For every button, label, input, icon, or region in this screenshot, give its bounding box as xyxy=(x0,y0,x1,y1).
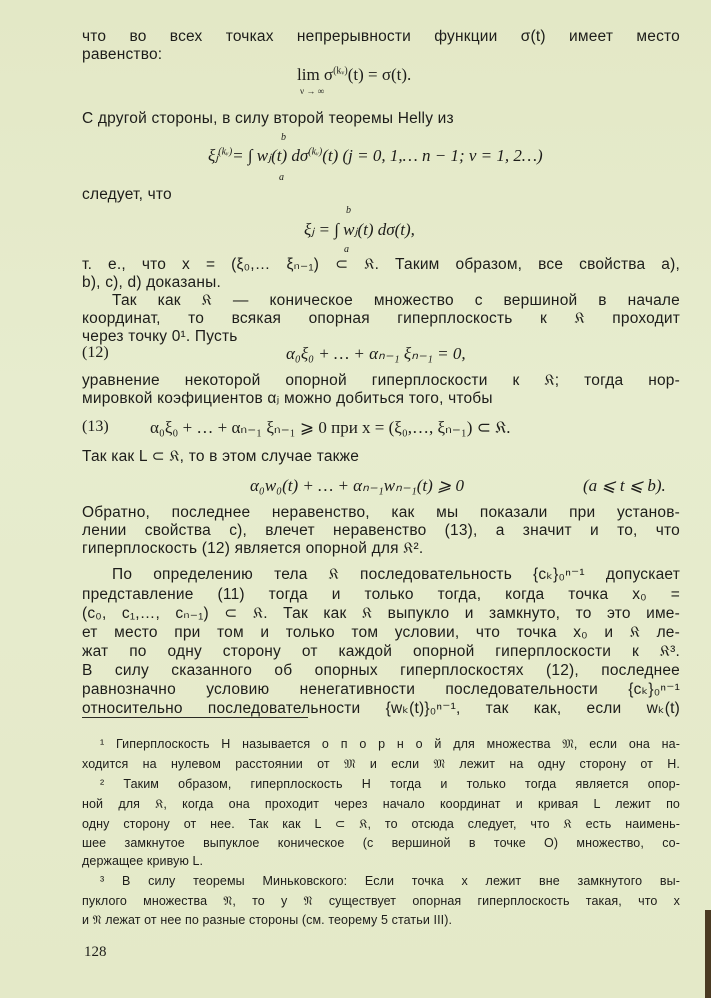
body-line: жат по одну сторону от каждой опорной гиперплоскости к 𝔎³. xyxy=(82,643,680,660)
equation-helly xyxy=(208,146,543,166)
footnote-3-line: и 𝔑 лежат от нее по разные стороны (см. теорему 5 статьи III). xyxy=(82,913,453,927)
footnote-2-line: одну сторону от нее. Так как L ⊂ 𝔎, то отсюда следует, что 𝔎 есть наимень- xyxy=(82,817,680,831)
integral-upper-limit: b xyxy=(281,132,286,143)
limit-subscript: ν → ∞ xyxy=(300,86,324,96)
helly-body: = ∫ wⱼ(t) dσ xyxy=(232,146,309,165)
body-line: (c₀, c₁,…, cₙ₋₁) ⊂ 𝔎. Так как 𝔎 выпукло и замкнуто, то это име- xyxy=(82,605,680,622)
body-line: что во всех точках непрерывности функции σ(t) имеет место xyxy=(82,28,680,45)
body-line: ет место при том и только том условии, что точка x₀ и 𝔎 ле- xyxy=(82,624,680,641)
body-line: С другой стороны, в силу второй теоремы Helly из xyxy=(82,110,454,127)
footnote-3-line: ³ В силу теоремы Миньковского: Если точка x лежит вне замкнутого вы- xyxy=(100,874,680,888)
body-line: через точку 0¹. Пусть xyxy=(82,328,238,345)
body-line: гиперплоскость (12) является опорной для 𝔎². xyxy=(82,540,424,557)
integral-upper-limit: b xyxy=(346,205,351,216)
limit-lhs: lim σ xyxy=(297,65,334,84)
equation-13: α₀ξ₀ + … + αₙ₋₁ ξₙ₋₁ ⩾ 0 при x = (ξ₀,…, ξₙ₋₁) ⊂ 𝔎. xyxy=(150,418,511,437)
inequality-range: (a ⩽ t ⩽ b). xyxy=(583,476,666,495)
footnote-1-line: ¹ Гиперплоскость H называется о п о р н о й для множества 𝔐, если она на- xyxy=(100,737,680,751)
helly-tail: (t) (j = 0, 1,… n − 1; ν = 1, 2…) xyxy=(322,146,543,165)
inequality: α₀w₀(t) + … + αₙ₋₁wₙ₋₁(t) ⩾ 0 xyxy=(250,476,465,495)
body-line: мировкой коэфициентов αⱼ можно добиться того, чтобы xyxy=(82,390,493,407)
integral-lower-limit: a xyxy=(279,172,284,183)
integral-lower-limit: a xyxy=(344,244,349,255)
body-line: представление (11) тогда и только тогда, когда точка x₀ = xyxy=(82,586,680,603)
footnote-separator xyxy=(82,717,308,718)
body-line: По определению тела 𝔎 последовательность {cₖ}₀ⁿ⁻¹ допускает xyxy=(112,566,680,583)
body-line: лении свойства c), влечет неравенство (13), а значит и то, что xyxy=(82,522,680,539)
body-line: Так как L ⊂ 𝔎, то в этом случае также xyxy=(82,448,360,465)
body-line: относительно последовательности {wₖ(t)}₀ⁿ⁻¹, так как, если wₖ(t) xyxy=(82,700,680,717)
body-line: равенство: xyxy=(82,46,163,63)
body-line: равнозначно условию ненегативности последовательности {cₖ}₀ⁿ⁻¹ xyxy=(82,681,680,698)
page-number: 128 xyxy=(84,944,107,960)
footnote-2-line: шее замкнутое выпуклое коническое (с вершиной в точке O) множество, со- xyxy=(82,836,680,850)
limit-sup: (kᵥ) xyxy=(333,65,348,77)
body-line: т. е., что x = (ξ₀,… ξₙ₋₁) ⊂ 𝔎. Таким образом, все свойства a), xyxy=(82,256,680,273)
helly-lhs-sup: (kᵥ) xyxy=(218,146,233,158)
helly-body-sup: (kᵥ) xyxy=(308,146,323,158)
equation-number: (12) xyxy=(82,344,109,361)
equation-12: α₀ξ₀ + … + αₙ₋₁ ξₙ₋₁ = 0, xyxy=(286,344,466,363)
equation-limit xyxy=(297,65,411,85)
limit-rhs: (t) = σ(t). xyxy=(347,65,412,84)
footnote-3-line: пуклого множества 𝔑, то у 𝔑 существует опорная гиперплоскость такая, что x xyxy=(82,894,680,908)
body-line: b), c), d) доказаны. xyxy=(82,274,221,291)
footnote-1-line: ходится на нулевом расстоянии от 𝔐 и если 𝔐 лежит на одну сторону от H. xyxy=(82,757,680,771)
body-line: Обратно, последнее неравенство, как мы показали при установ- xyxy=(82,504,680,521)
equation-xi-integral: ξⱼ = ∫ wⱼ(t) dσ(t), xyxy=(304,220,415,239)
body-line: Так как 𝔎 — коническое множество с вершиной в начале xyxy=(112,292,680,309)
equation-number: (13) xyxy=(82,418,109,435)
book-edge xyxy=(705,910,711,998)
footnote-2-line: держащее кривую L. xyxy=(82,854,204,868)
body-line: следует, что xyxy=(82,186,172,203)
footnote-2-line: ной для 𝔎, когда она проходит через начало координат и кривая L лежит по xyxy=(82,797,680,811)
body-line: координат, то всякая опорная гиперплоскость к 𝔎 проходит xyxy=(82,310,680,327)
footnote-2-line: ² Таким образом, гиперплоскость H тогда и только тогда является опор- xyxy=(100,777,680,791)
body-line: В силу сказанного об опорных гиперплоскостях (12), последнее xyxy=(82,662,680,679)
helly-lhs: ξⱼ xyxy=(208,146,219,165)
body-line: уравнение некоторой опорной гиперплоскости к 𝔎; тогда нор- xyxy=(82,372,680,389)
